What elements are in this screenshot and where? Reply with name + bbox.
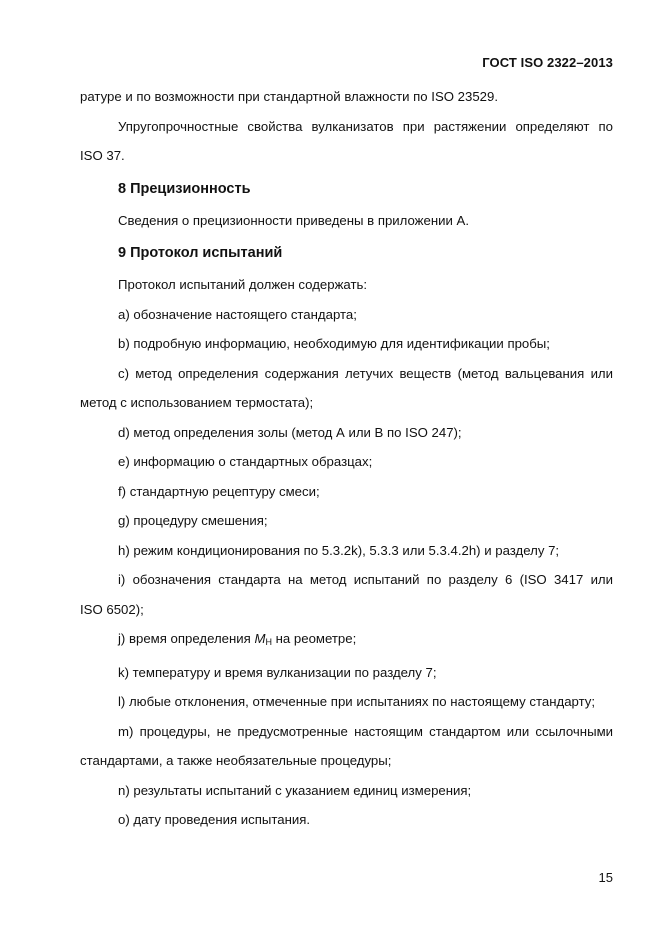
list-item-f: f) стандартную рецептуру смеси; [118,483,320,499]
list-item-b: b) подробную информацию, необходимую для идентификации пробы; [118,336,550,351]
list-item-l: l) любые отклонения, отмеченные при испытаниях по настоящему стандарту; [118,694,596,709]
list-item-h: h) режим кондиционирования по 5.3.2k), 5.3.3 или 5.3.4.2h) и разделу 7; [118,542,560,558]
page-number: 15 [598,870,613,885]
document-id: ГОСТ ISO 2322–2013 [482,55,613,70]
list-item-e: e) информацию о стандартных образцах; [118,454,373,469]
paragraph-precision: Сведения о прецизионности приведены в приложении А. [118,212,469,228]
list-item-d: d) метод определения золы (метод А или В по ISO 247); [118,424,462,440]
list-item-j-text-after: на реометре; [271,631,357,646]
paragraph-tensile-line1: Упругопрочностные свойства вулканизатов при растяжении определяют по [118,118,613,134]
mn-subscript: H [265,637,272,647]
list-item-c-line1: c) метод определения содержания летучих веществ (метод вальцевания или [118,365,613,381]
list-item-j-text-before: j) время определения [118,631,255,646]
list-item-n: n) результаты испытаний с указанием единиц измерения; [118,782,472,798]
paragraph-tensile-line2: ISO 37. [80,148,125,163]
list-item-i-line1: i) обозначения стандарта на метод испытаний по разделу 6 (ISO 3417 или [118,572,613,587]
list-item-j [80,624,613,658]
list-item-m-line1: m) процедуры, не предусмотренные настоящим стандартом или ссылочными [118,723,613,739]
section-heading-test-report: 9 Протокол испытаний [118,245,283,261]
list-item-i-line2: ISO 6502); [80,601,144,617]
list-item-c-line2: метод с использованием термостата); [80,395,314,410]
paragraph-report-intro: Протокол испытаний должен содержать: [118,277,368,292]
mn-symbol: M [254,631,266,646]
list-item-k: k) температуру и время вулканизации по разделу 7; [118,664,437,680]
list-item-o: o) дату проведения испытания. [118,812,311,827]
paragraph-continuation: ратуре и по возможности при стандартной влажности по ISO 23529. [80,89,499,104]
list-item-m-line2: стандартами, а также необязательные процедуры; [80,753,392,768]
list-item-a: a) обозначение настоящего стандарта; [118,306,357,322]
list-item-g: g) процедуру смешения; [118,513,268,528]
section-heading-precision: 8 Прецизионность [118,180,251,197]
page-content [80,82,613,835]
